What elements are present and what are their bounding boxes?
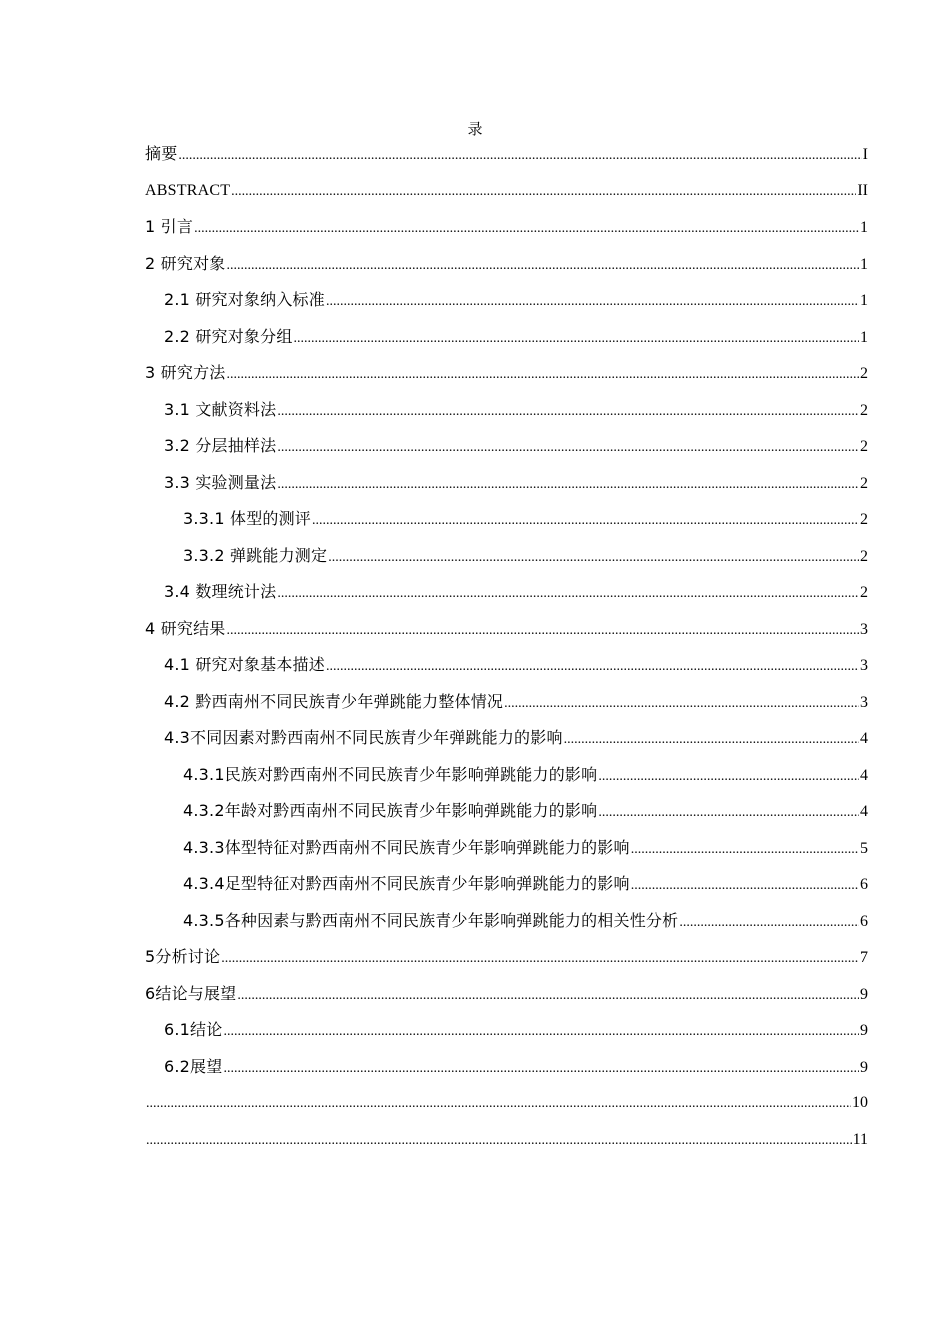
toc-dot-leader xyxy=(277,576,859,613)
toc-entry-page-number: 10 xyxy=(852,1094,868,1111)
toc-entry[interactable] xyxy=(145,611,868,648)
toc-entry-page-number: 7 xyxy=(860,949,868,966)
toc-entry-label: 1 引言 xyxy=(145,217,194,236)
toc-entry[interactable] xyxy=(145,501,868,538)
toc-entry-label: 4 研究结果 xyxy=(145,618,226,638)
toc-dot-leader xyxy=(631,832,859,869)
toc-entry-label: ABSTRACT xyxy=(145,181,231,199)
toc-dot-leader xyxy=(237,978,859,1015)
toc-entry-page-number: 11 xyxy=(852,1130,868,1148)
toc-entry-page-number: 2 xyxy=(860,438,868,455)
toc-entry[interactable] xyxy=(145,1049,868,1086)
toc-dot-leader xyxy=(504,686,859,723)
toc-entry[interactable] xyxy=(145,465,868,502)
toc-entry-label: 4.3.3体型特征对黔西南州不同民族青少年影响弹跳能力的影响 xyxy=(183,837,630,857)
toc-dot-leader xyxy=(598,759,859,796)
toc-dot-leader xyxy=(679,905,859,942)
toc-entry-page-number: 6 xyxy=(860,912,868,930)
toc-dot-leader xyxy=(221,941,859,978)
toc-entry-label: 6结论与展望 xyxy=(145,983,237,1003)
toc-entry-page-number: 1 xyxy=(860,328,868,346)
toc-entry[interactable] xyxy=(145,830,868,867)
toc-entry[interactable] xyxy=(145,866,868,903)
toc-entry-label: 6.2展望 xyxy=(164,1056,223,1076)
toc-entry-page-number: II xyxy=(857,181,868,199)
toc-dot-leader xyxy=(226,248,859,285)
toc-entry[interactable] xyxy=(145,1122,868,1159)
toc-entry-page-number: 9 xyxy=(860,985,868,1003)
toc-entry[interactable] xyxy=(145,1085,868,1122)
toc-entry-page-number: 3 xyxy=(860,693,868,711)
toc-entry[interactable] xyxy=(145,209,868,246)
toc-entry-page-number: 4 xyxy=(860,766,868,784)
table-of-contents xyxy=(145,136,868,1158)
toc-dot-leader xyxy=(146,1123,852,1160)
toc-entry-page-number: 1 xyxy=(860,292,868,309)
toc-dot-leader xyxy=(328,540,859,577)
toc-entry-page-number: 2 xyxy=(860,584,868,601)
toc-entry-label: 3.3.1 体型的测评 xyxy=(183,509,311,528)
toc-entry-page-number: 3 xyxy=(860,620,868,638)
toc-entry-page-number: 9 xyxy=(860,1022,868,1039)
toc-entry[interactable] xyxy=(145,647,868,684)
toc-entry-label: 5分析讨论 xyxy=(145,947,221,966)
toc-dot-leader xyxy=(564,722,859,759)
toc-entry[interactable] xyxy=(145,319,868,356)
toc-dot-leader xyxy=(178,138,861,175)
toc-dot-leader xyxy=(294,321,859,358)
toc-entry[interactable] xyxy=(145,793,868,830)
toc-entry-page-number: 1 xyxy=(860,219,868,236)
toc-entry[interactable] xyxy=(145,355,868,392)
toc-dot-leader xyxy=(223,1014,859,1051)
toc-dot-leader xyxy=(277,394,859,431)
toc-entry-label: 4.3.1民族对黔西南州不同民族青少年影响弹跳能力的影响 xyxy=(183,764,598,784)
toc-entry[interactable] xyxy=(145,246,868,283)
toc-title: 录 xyxy=(467,120,483,138)
toc-entry-label: 摘要 xyxy=(145,144,178,163)
toc-dot-leader xyxy=(326,649,859,686)
toc-entry-page-number: 3 xyxy=(860,657,868,674)
toc-entry-page-number: 2 xyxy=(860,511,868,528)
toc-dot-leader xyxy=(598,795,859,832)
toc-entry-label: 2 研究对象 xyxy=(145,253,226,273)
toc-entry[interactable] xyxy=(145,720,868,757)
toc-entry-label: 6.1结论 xyxy=(164,1020,223,1039)
toc-entry-label: 3.1 文献资料法 xyxy=(164,399,277,419)
toc-entry-label: 4.3不同因素对黔西南州不同民族青少年弹跳能力的影响 xyxy=(164,728,563,747)
toc-entry-page-number: 2 xyxy=(860,365,868,382)
toc-dot-leader xyxy=(326,284,859,321)
toc-entry-page-number: 2 xyxy=(860,474,868,492)
toc-entry-page-number: 4 xyxy=(860,730,868,747)
toc-dot-leader xyxy=(223,1051,859,1088)
toc-entry-page-number: 5 xyxy=(860,839,868,857)
toc-entry-label: 2.1 研究对象纳入标准 xyxy=(164,290,325,309)
toc-dot-leader xyxy=(277,467,859,504)
toc-entry[interactable] xyxy=(145,903,868,940)
toc-entry-page-number: 4 xyxy=(860,803,868,820)
toc-entry-label: 4.2 黔西南州不同民族青少年弹跳能力整体情况 xyxy=(164,691,504,711)
toc-entry-label: 3.3.2 弹跳能力测定 xyxy=(183,545,328,565)
toc-dot-leader xyxy=(312,503,859,540)
toc-entry[interactable] xyxy=(145,282,868,319)
toc-dot-leader xyxy=(226,357,859,394)
toc-entry[interactable] xyxy=(145,392,868,429)
toc-entry[interactable] xyxy=(145,428,868,465)
toc-dot-leader xyxy=(231,174,856,211)
toc-entry[interactable] xyxy=(145,136,868,173)
toc-entry-label: 4.1 研究对象基本描述 xyxy=(164,655,325,674)
toc-entry[interactable] xyxy=(145,684,868,721)
toc-dot-leader xyxy=(194,211,859,248)
toc-entry[interactable] xyxy=(145,976,868,1013)
toc-entry[interactable] xyxy=(145,574,868,611)
toc-entry-label: 3 研究方法 xyxy=(145,363,226,382)
toc-entry-page-number: 2 xyxy=(860,547,868,565)
toc-dot-leader xyxy=(277,430,859,467)
toc-entry-label: 3.4 数理统计法 xyxy=(164,582,277,601)
toc-entry-page-number: 9 xyxy=(860,1058,868,1076)
toc-entry[interactable] xyxy=(145,939,868,976)
toc-entry-label: 3.2 分层抽样法 xyxy=(164,436,277,455)
toc-entry-label: 2.2 研究对象分组 xyxy=(164,326,293,346)
toc-entry[interactable] xyxy=(145,757,868,794)
toc-dot-leader xyxy=(631,868,859,905)
toc-entry[interactable] xyxy=(145,538,868,575)
toc-entry-label: 4.3.4足型特征对黔西南州不同民族青少年影响弹跳能力的影响 xyxy=(183,874,630,893)
toc-dot-leader xyxy=(226,613,859,650)
toc-entry-page-number: I xyxy=(862,146,868,163)
toc-entry-page-number: 1 xyxy=(860,255,868,273)
toc-entry-label: 4.3.5各种因素与黔西南州不同民族青少年影响弹跳能力的相关性分析 xyxy=(183,910,679,930)
toc-entry[interactable] xyxy=(145,1012,868,1049)
toc-entry-page-number: 2 xyxy=(860,401,868,419)
toc-dot-leader xyxy=(146,1086,851,1123)
toc-entry-label: 4.3.2年龄对黔西南州不同民族青少年影响弹跳能力的影响 xyxy=(183,801,598,820)
toc-entry-label: 3.3 实验测量法 xyxy=(164,472,277,492)
toc-entry-page-number: 6 xyxy=(860,876,868,893)
toc-entry[interactable] xyxy=(145,173,868,210)
